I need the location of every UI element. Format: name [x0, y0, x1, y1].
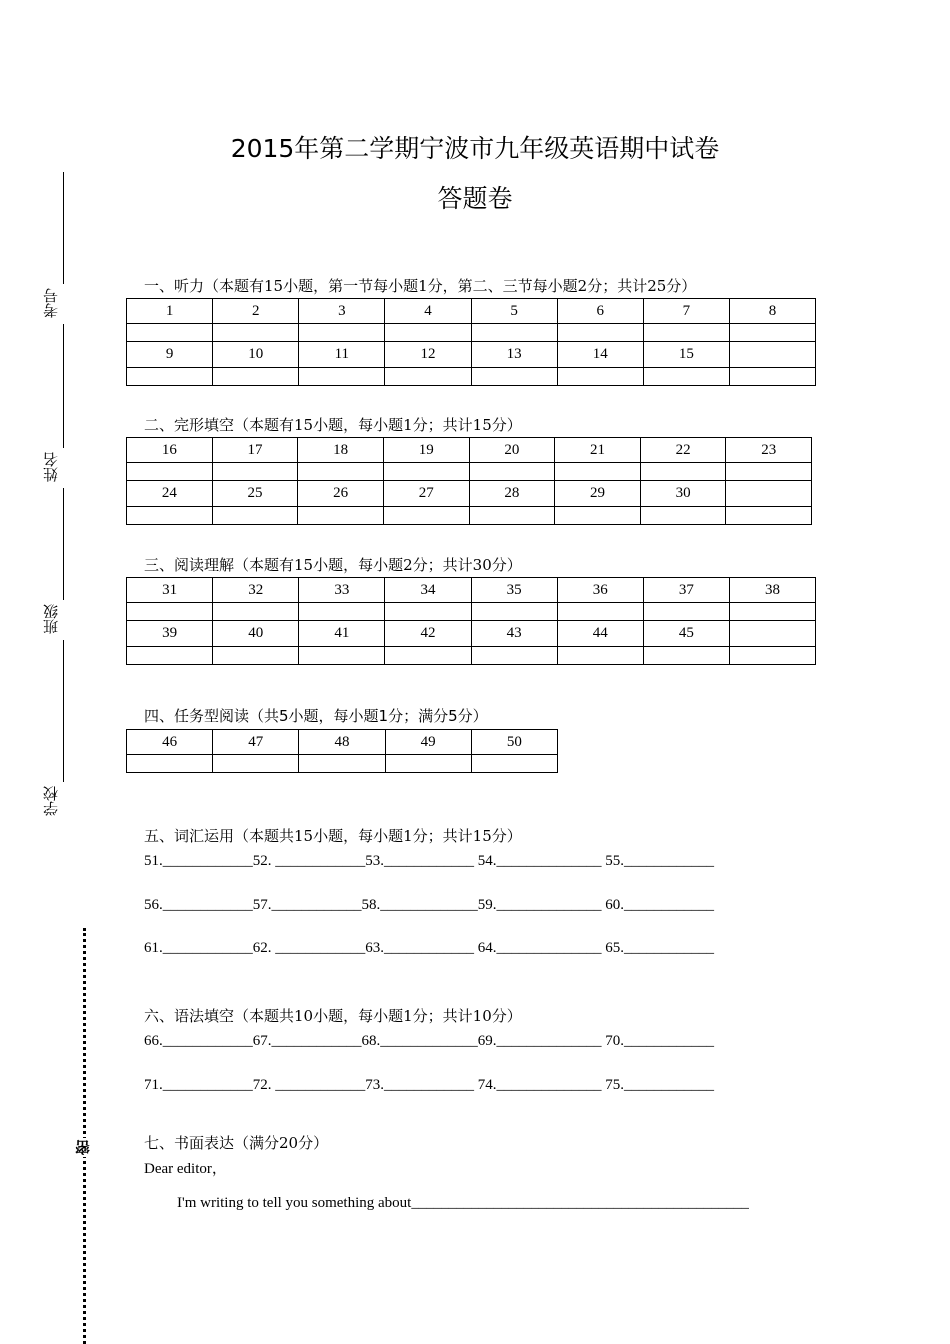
answer-cell[interactable] — [212, 463, 298, 481]
section-7-title: 七、书面表达 — [144, 1134, 235, 1152]
section-3-heading — [144, 556, 522, 574]
page-title: 2015年第二学期宁波市九年级英语期中试卷 — [230, 134, 720, 163]
grid-cell-number: 32 — [213, 578, 299, 603]
section-2-heading — [144, 416, 522, 434]
fill-in-line[interactable]: 56.____________57.____________58._____________59.______________ 60.____________ — [144, 897, 714, 913]
grid-cell-number: 8 — [729, 299, 815, 324]
section-5-heading — [144, 827, 522, 845]
answer-cell[interactable] — [213, 324, 299, 342]
grid-cell-number: 17 — [212, 438, 298, 463]
seal-dotted-line — [83, 928, 86, 1344]
answer-cell[interactable] — [127, 507, 213, 525]
answer-cell[interactable] — [127, 647, 213, 665]
margin-line-3 — [63, 488, 64, 600]
grid-cell-number: 27 — [383, 481, 469, 507]
grid-cell-number: 50 — [471, 730, 557, 755]
grid-cell-number: 28 — [469, 481, 555, 507]
grid-cell-number: 22 — [640, 438, 726, 463]
answer-cell[interactable] — [557, 368, 643, 386]
answer-cell[interactable] — [127, 755, 213, 773]
answer-cell[interactable] — [729, 324, 815, 342]
margin-label-exam-number: 考号 — [42, 288, 60, 318]
answer-cell[interactable] — [726, 463, 812, 481]
grid-cell-number: 43 — [471, 621, 557, 647]
answer-cell[interactable] — [471, 324, 557, 342]
fill-in-line[interactable]: 51.____________52. ____________53.____________ 54.______________ 55.____________ — [144, 853, 714, 869]
section-1-answer-grid — [126, 298, 816, 386]
grid-cell-number: 26 — [298, 481, 384, 507]
grid-cell-number: 47 — [213, 730, 299, 755]
grid-cell-number: 23 — [726, 438, 812, 463]
answer-cell[interactable] — [469, 507, 555, 525]
seal-mark: 密 — [76, 1138, 96, 1157]
grid-cell-number: 45 — [643, 621, 729, 647]
margin-label-name: 姓名 — [42, 452, 60, 482]
page-subtitle: 答题卷 — [437, 184, 513, 213]
answer-cell[interactable] — [127, 603, 213, 621]
answer-cell[interactable] — [643, 324, 729, 342]
grid-cell-number: 25 — [212, 481, 298, 507]
margin-line-2 — [63, 324, 64, 448]
section-6-heading — [144, 1007, 522, 1025]
fill-in-line[interactable]: 66.____________67.____________68._____________69.______________ 70.____________ — [144, 1033, 714, 1049]
answer-cell[interactable] — [557, 324, 643, 342]
answer-cell[interactable] — [471, 755, 557, 773]
section-5-title: 五、词汇运用 — [144, 827, 235, 845]
section-2-title: 二、完形填空 — [144, 416, 235, 434]
section-1-title: 一、听力 — [144, 277, 205, 295]
answer-cell[interactable] — [127, 324, 213, 342]
grid-cell-number: 40 — [213, 621, 299, 647]
section-4-heading — [144, 707, 488, 725]
answer-cell[interactable] — [729, 603, 815, 621]
grid-cell-number — [726, 481, 812, 507]
grid-cell-number: 49 — [385, 730, 471, 755]
grid-cell-number: 10 — [213, 342, 299, 368]
grid-cell-number: 12 — [385, 342, 471, 368]
grid-cell-number: 2 — [213, 299, 299, 324]
grid-cell-number: 19 — [383, 438, 469, 463]
grid-cell-number: 14 — [557, 342, 643, 368]
answer-cell[interactable] — [299, 755, 385, 773]
grid-cell-number: 48 — [299, 730, 385, 755]
grid-cell-number: 24 — [127, 481, 213, 507]
answer-cell[interactable] — [383, 507, 469, 525]
section-2-answer-grid — [126, 437, 812, 525]
grid-cell-number: 44 — [557, 621, 643, 647]
section-3-note: （本题有15小题，每小题2分；共计30分） — [234, 556, 522, 574]
section-7-heading — [144, 1134, 328, 1152]
answer-cell[interactable] — [640, 507, 726, 525]
answer-cell[interactable] — [385, 647, 471, 665]
grid-cell-number: 20 — [469, 438, 555, 463]
grid-cell-number — [729, 342, 815, 368]
answer-cell[interactable] — [640, 463, 726, 481]
section-4-answer-grid — [126, 729, 558, 773]
grid-cell-number: 31 — [127, 578, 213, 603]
letter-opening-line[interactable]: I'm writing to tell you something about_____________________________________________ — [177, 1195, 749, 1211]
grid-cell-number: 15 — [643, 342, 729, 368]
section-3-answer-grid — [126, 577, 816, 665]
grid-cell-number: 21 — [555, 438, 641, 463]
grid-cell-number: 5 — [471, 299, 557, 324]
grid-cell-number: 33 — [299, 578, 385, 603]
section-5-note: （本题共15小题，每小题1分；共计15分） — [234, 827, 522, 845]
fill-in-line[interactable]: 71.____________72. ____________73.____________ 74.______________ 75.____________ — [144, 1077, 714, 1093]
answer-cell[interactable] — [385, 603, 471, 621]
grid-cell-number: 36 — [557, 578, 643, 603]
answer-cell[interactable] — [298, 463, 384, 481]
margin-line-4 — [63, 640, 64, 782]
grid-cell-number: 16 — [127, 438, 213, 463]
section-2-note: （本题有15小题，每小题1分；共计15分） — [234, 416, 522, 434]
fill-in-line[interactable]: 61.____________62. ____________63.____________ 64.______________ 65.____________ — [144, 940, 714, 956]
grid-cell-number: 9 — [127, 342, 213, 368]
answer-cell[interactable] — [471, 603, 557, 621]
grid-cell-number: 11 — [299, 342, 385, 368]
answer-cell[interactable] — [729, 647, 815, 665]
grid-cell-number: 3 — [299, 299, 385, 324]
answer-cell[interactable] — [643, 603, 729, 621]
grid-cell-number: 18 — [298, 438, 384, 463]
grid-cell-number: 6 — [557, 299, 643, 324]
margin-label-class: 班级 — [42, 604, 60, 634]
grid-cell-number: 34 — [385, 578, 471, 603]
answer-cell[interactable] — [643, 368, 729, 386]
answer-cell[interactable] — [557, 647, 643, 665]
answer-cell[interactable] — [385, 368, 471, 386]
answer-cell[interactable] — [726, 507, 812, 525]
answer-cell[interactable] — [299, 368, 385, 386]
grid-cell-number: 41 — [299, 621, 385, 647]
section-7-note: （满分20分） — [234, 1134, 329, 1152]
answer-cell[interactable] — [213, 368, 299, 386]
answer-cell[interactable] — [555, 463, 641, 481]
answer-cell[interactable] — [471, 647, 557, 665]
answer-cell[interactable] — [127, 368, 213, 386]
answer-cell[interactable] — [299, 603, 385, 621]
answer-cell[interactable] — [385, 324, 471, 342]
grid-cell-number: 29 — [555, 481, 641, 507]
answer-cell[interactable] — [299, 324, 385, 342]
section-1-heading — [144, 277, 696, 295]
answer-cell[interactable] — [557, 603, 643, 621]
answer-cell[interactable] — [555, 507, 641, 525]
grid-cell-number: 7 — [643, 299, 729, 324]
grid-cell-number: 38 — [729, 578, 815, 603]
section-6-title: 六、语法填空 — [144, 1007, 235, 1025]
answer-cell[interactable] — [213, 647, 299, 665]
answer-cell[interactable] — [213, 755, 299, 773]
answer-cell[interactable] — [127, 463, 213, 481]
answer-cell[interactable] — [298, 507, 384, 525]
grid-cell-number: 42 — [385, 621, 471, 647]
answer-cell[interactable] — [385, 755, 471, 773]
answer-cell[interactable] — [383, 463, 469, 481]
answer-cell[interactable] — [471, 368, 557, 386]
section-1-note: （本题有15小题，第一节每小题1分，第二、三节每小题2分；共计25分） — [204, 277, 697, 295]
grid-cell-number: 37 — [643, 578, 729, 603]
grid-cell-number: 4 — [385, 299, 471, 324]
grid-cell-number: 39 — [127, 621, 213, 647]
section-4-title: 四、任务型阅读（共5小题，每小题1分；满分5分） — [144, 707, 488, 725]
grid-cell-number: 35 — [471, 578, 557, 603]
answer-cell[interactable] — [212, 507, 298, 525]
margin-label-school: 学校 — [42, 786, 60, 816]
answer-cell[interactable] — [729, 368, 815, 386]
answer-cell[interactable] — [213, 603, 299, 621]
grid-cell-number: 30 — [640, 481, 726, 507]
answer-cell[interactable] — [643, 647, 729, 665]
letter-salutation: Dear editor， — [144, 1161, 227, 1177]
answer-cell[interactable] — [469, 463, 555, 481]
section-3-title: 三、阅读理解 — [144, 556, 235, 574]
grid-cell-number: 1 — [127, 299, 213, 324]
answer-cell[interactable] — [299, 647, 385, 665]
grid-cell-number: 13 — [471, 342, 557, 368]
section-6-note: （本题共10小题，每小题1分；共计10分） — [234, 1007, 522, 1025]
grid-cell-number: 46 — [127, 730, 213, 755]
grid-cell-number — [729, 621, 815, 647]
margin-line-1 — [63, 172, 64, 284]
